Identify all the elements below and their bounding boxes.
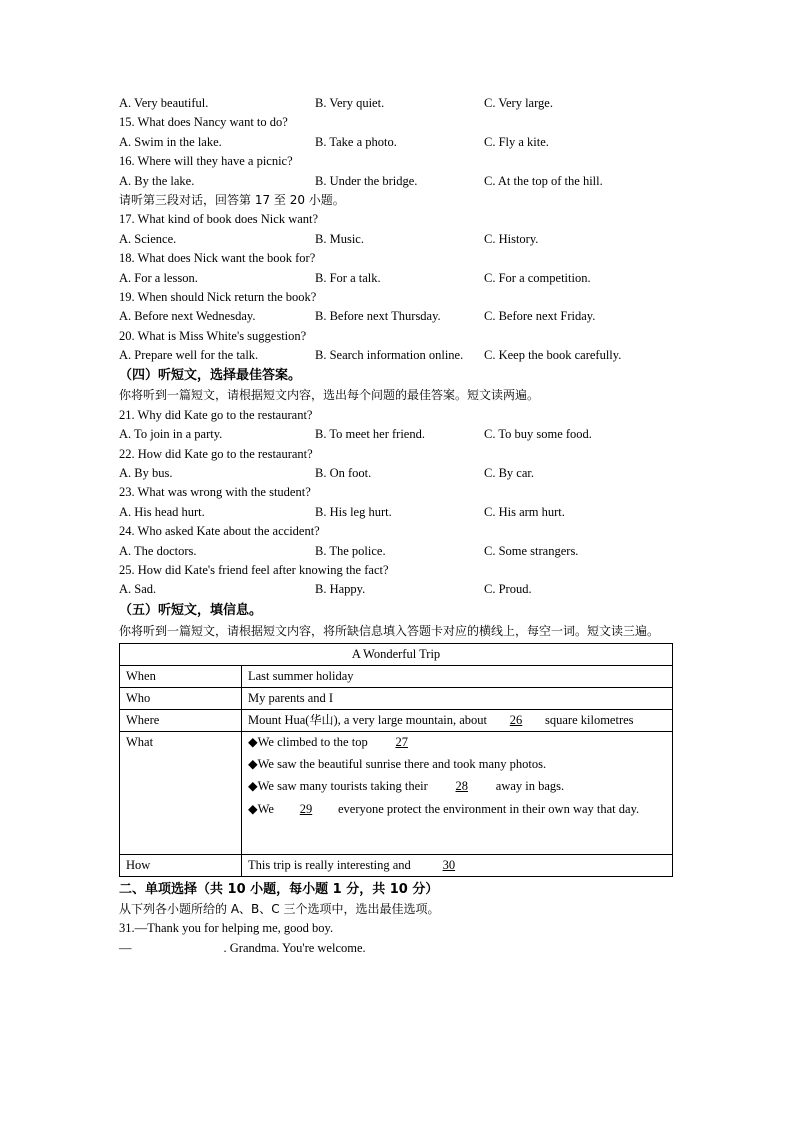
q16-options [119, 172, 679, 191]
q24-option-c: C. Some strangers. [484, 543, 579, 558]
q24-option-a: A. The doctors. [119, 543, 197, 558]
q17-options [119, 230, 679, 249]
what-item-1 [248, 733, 666, 752]
trip-table [119, 643, 673, 877]
q31-line-2-text: . Grandma. You're welcome. [223, 940, 366, 955]
q17-option-b: B. Music. [315, 231, 364, 246]
q20-options [119, 346, 679, 365]
what-item-1-text: ◆We climbed to the top [248, 734, 368, 749]
q31-dash: — [119, 940, 132, 955]
row-where-label: Where [120, 709, 242, 731]
q20-option-c: C. Keep the book carefully. [484, 348, 622, 363]
exam-page [119, 94, 679, 958]
q21-option-b: B. To meet her friend. [315, 427, 425, 442]
section4-title: （四）听短文，选择最佳答案。 [119, 368, 302, 384]
q22-options [119, 464, 679, 483]
q14-option-a: A. Very beautiful. [119, 96, 209, 110]
q16-question: 16. Where will they have a picnic? [119, 154, 293, 169]
where-chinese-name: 华山 [309, 712, 334, 727]
q19-option-c: C. Before next Friday. [484, 309, 596, 324]
what-item-3-text-b: away in bags. [495, 778, 565, 793]
q25-option-a: A. Sad. [119, 582, 157, 597]
part2-title: 二、单项选择（共 10 小题，每小题 1 分，共 10 分） [119, 881, 439, 897]
q20-option-b: B. Search information online. [315, 348, 464, 363]
row-who-value: My parents and I [242, 687, 673, 709]
q19-option-b: B. Before next Thursday. [315, 309, 441, 324]
q18-question: 18. What does Nick want the book for? [119, 251, 316, 266]
blank-27: 27 [395, 734, 408, 749]
what-item-4-text-b: everyone protect the environment in their own way that day. [337, 801, 640, 816]
q25-option-c: C. Proud. [484, 582, 532, 597]
what-item-4 [248, 799, 666, 820]
where-text-2: ), a very large mountain, about [333, 712, 488, 727]
section5-instruction: 你将听到一篇短文，请根据短文内容，将所缺信息填入答题卡对应的横线上，每空一词。短文读三遍。 [119, 623, 660, 638]
q15-options [119, 133, 679, 152]
q25-options [119, 580, 679, 599]
q16-option-c: C. At the top of the hill. [484, 173, 603, 188]
q24-question: 24. Who asked Kate about the accident? [119, 524, 320, 539]
q23-option-b: B. His leg hurt. [315, 504, 392, 519]
row-when-label: When [120, 665, 242, 687]
q17-option-c: C. History. [484, 231, 539, 246]
blank-28: 28 [455, 778, 469, 793]
blank-26: 26 [509, 712, 523, 727]
q15-option-b: B. Take a photo. [315, 134, 397, 149]
q18-option-c: C. For a competition. [484, 270, 591, 285]
q22-option-b: B. On foot. [315, 466, 372, 481]
q22-option-a: A. By bus. [119, 466, 173, 481]
row-how-label: How [120, 854, 242, 876]
q25-question: 25. How did Kate's friend feel after knowing the fact? [119, 562, 389, 577]
q21-option-c: C. To buy some food. [484, 427, 592, 442]
q25-option-b: B. Happy. [315, 582, 366, 597]
q23-question: 23. What was wrong with the student? [119, 485, 311, 500]
q22-question: 22. How did Kate go to the restaurant? [119, 446, 313, 461]
q19-question: 19. When should Nick return the book? [119, 289, 317, 304]
q14-option-b: B. Very quiet. [315, 96, 385, 110]
q21-question: 21. Why did Kate go to the restaurant? [119, 407, 313, 422]
row-when-value: Last summer holiday [242, 665, 673, 687]
blank-29: 29 [299, 801, 313, 816]
q21-option-a: A. To join in a party. [119, 427, 223, 442]
where-text-3: square kilometres [545, 712, 634, 727]
q18-option-b: B. For a talk. [315, 270, 381, 285]
row-how-value [242, 854, 673, 876]
q31-line-2 [119, 939, 679, 958]
section5-title: （五）听短文，填信息。 [119, 602, 263, 618]
q16-option-a: A. By the lake. [119, 173, 195, 188]
q15-option-a: A. Swim in the lake. [119, 134, 222, 149]
q20-option-a: A. Prepare well for the talk. [119, 348, 259, 363]
part3-instruction: 请听第三段对话，回答第 17 至 20 小题。 [119, 192, 345, 207]
q22-option-c: C. By car. [484, 466, 534, 481]
what-item-4-text-a: ◆We [248, 801, 274, 816]
row-what-label: What [120, 731, 242, 854]
where-text-1: Mount Hua( [248, 712, 310, 727]
trip-table-title: A Wonderful Trip [120, 643, 673, 665]
q15-option-c: C. Fly a kite. [484, 134, 549, 149]
blank-30: 30 [442, 857, 456, 872]
q19-option-a: A. Before next Wednesday. [119, 309, 256, 324]
q15-question: 15. What does Nancy want to do? [119, 115, 288, 130]
part2-instruction: 从下列各小题所给的 A、B、C 三个选项中，选出最佳选项。 [119, 901, 440, 916]
what-item-2: ◆We saw the beautiful sunrise there and took many photos. [248, 756, 547, 771]
row-what-value [242, 731, 673, 854]
what-item-3 [248, 777, 666, 796]
row-where-value [242, 709, 673, 731]
q17-option-a: A. Science. [119, 231, 177, 246]
q20-question: 20. What is Miss White's suggestion? [119, 328, 307, 343]
q21-options [119, 425, 679, 444]
q31-answer-blank [132, 939, 224, 958]
row-who-label: Who [120, 687, 242, 709]
q17-question: 17. What kind of book does Nick want? [119, 212, 319, 227]
q14-options [119, 94, 679, 113]
q16-option-b: B. Under the bridge. [315, 173, 418, 188]
q14-option-c: C. Very large. [484, 96, 553, 110]
section4-instruction: 你将听到一篇短文，请根据短文内容，选出每个问题的最佳答案。短文读两遍。 [119, 388, 540, 403]
q31-line-1: 31.—Thank you for helping me, good boy. [119, 921, 334, 936]
q23-options [119, 503, 679, 522]
q23-option-c: C. His arm hurt. [484, 504, 565, 519]
q24-options [119, 542, 679, 561]
q18-options [119, 269, 679, 288]
what-item-3-text-a: ◆We saw many tourists taking their [248, 778, 428, 793]
q23-option-a: A. His head hurt. [119, 504, 205, 519]
q19-options [119, 307, 679, 326]
how-text: This trip is really interesting and [248, 857, 411, 872]
q18-option-a: A. For a lesson. [119, 270, 198, 285]
q24-option-b: B. The police. [315, 543, 386, 558]
